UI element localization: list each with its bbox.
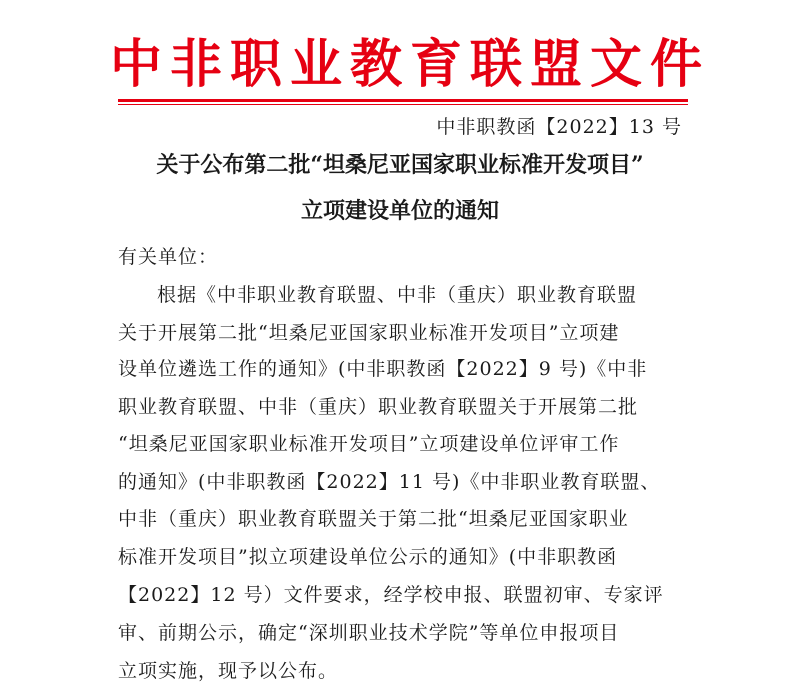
document-title-line-1: 关于公布第二批“坦桑尼亚国家职业标准开发项目” [156,152,644,178]
body-line: 职业教育联盟、中非（重庆）职业教育联盟关于开展第二批 [118,396,639,418]
body-line: 【2022】12 号）文件要求，经学校申报、联盟初审、专家评 [118,584,664,606]
body-line: 设单位遴选工作的通知》(中非职教函【2022】9 号)《中非 [118,358,648,380]
letterhead-title: 中非职业教育联盟文件 [110,35,711,95]
body-line: 中非（重庆）职业教育联盟关于第二批“坦桑尼亚国家职业 [118,508,629,530]
body-line: 立项实施，现予以公布。 [118,660,339,682]
body-line: 审、前期公示，确定“深圳职业技术学院”等单位申报项目 [118,622,620,644]
body-line: 的通知》(中非职教函【2022】11 号)《中非职业教育联盟、 [118,471,661,493]
document-title-line-2: 立项建设单位的通知 [300,198,499,224]
body-line: 根据《中非职业教育联盟、中非（重庆）职业教育联盟 [157,284,638,306]
document-number: 中非职教函【2022】13 号 [436,116,682,138]
salutation: 有关单位： [118,246,219,268]
letterhead-red-rule-thin [118,104,688,105]
letterhead-red-rule-thick [118,99,688,102]
body-line: 标准开发项目”拟立项建设单位公示的通知》(中非职教函 [118,546,618,568]
body-line: 关于开展第二批“坦桑尼亚国家职业标准开发项目”立项建 [118,322,620,344]
body-line: “坦桑尼亚国家职业标准开发项目”立项建设单位评审工作 [118,433,620,455]
